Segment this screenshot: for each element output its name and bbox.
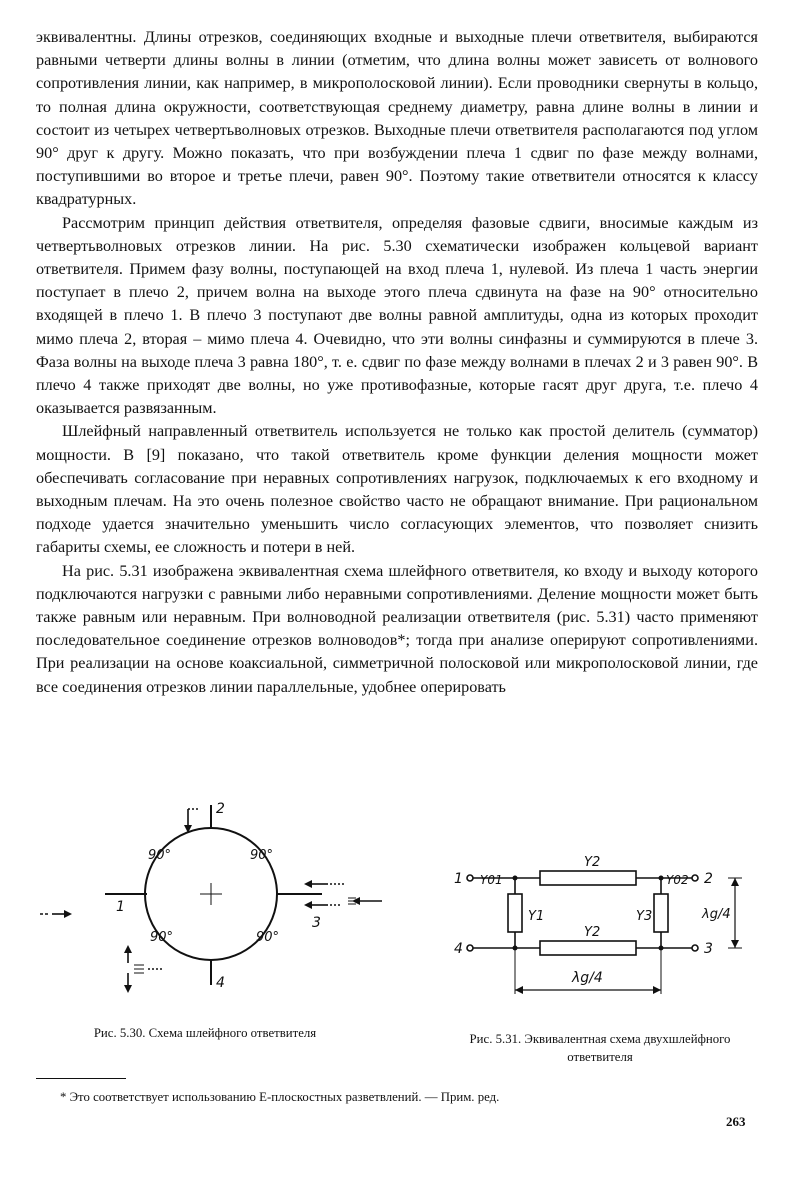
port-label-3: 3	[312, 915, 321, 931]
port-label-1: 1	[116, 899, 125, 915]
page-number: 263	[726, 1114, 746, 1129]
arc-label-bottom-left: 90°	[150, 930, 174, 945]
paragraph-2: Рассмотрим принцип действия ответвителя, определяя фазовые сдвиги, вносимые каждым из четвертьволновых отрезков линии. На рис. 5.30 схематически изображен кольцевой вариант ответвителя. Примем фазу волны, поступающей на вход плеча 1, нулевой. Из плеча 1 часть энергии поступает в плечо 2, причем волна на выходе этого плеча сдвинута на фазе на 90° относительно входящей в плечо 1. В плечо 3 поступают две волны равной амплитуды, одна из которых проходит мимо плеча 2, вторая – мимо плеча 4. Очевидно, что эти волны синфазны и суммируются в плече 3. Фаза волны на выходе плеча 3 равна 180°, т. е. сдвиг по фазе между волнами в плечах 2 и 3 равен 90°. В плечо 4 также приходят две волны, но уже противофазные, которые гасят друг друга, т.е. плечо 4 оказывается развязанным.	[36, 213, 758, 418]
terminal-2: 2	[704, 871, 713, 887]
arc-label-bottom-right: 90°	[256, 930, 280, 945]
node-label-y01: Y01	[480, 873, 503, 887]
caption-fig-5-30: Рис. 5.30. Схема шлейфного ответвителя	[93, 1026, 317, 1040]
paragraph-3: Шлейфный направленный ответвитель используется не только как простой делитель (сумматор) мощности. В [9] показано, что такой ответвитель кроме функции деления мощности может обеспечивать согласование при неравных сопротивлениях нагрузок, подключаемых к его входному и выходным плечам. На это очень полезное свойство часто не обращают внимание. При рациональном подходе удается значительно уменьшить число согласующих элементов, что позволяет снизить габариты схемы, ее сложность и потери в ней.	[36, 422, 758, 557]
paragraph-1: эквивалентны. Длины отрезков, соединяющих входные и выходные плечи ответвителя, выбираются равными четверти длины волны в линии (отметим, что длина волны может зависеть от волнового сопротивления линии, как например, в микрополосковой линии). Если проводники свернуты в кольцо, то полная длина окружности, соответствующая среднему диаметру, равна длине волны в линии и состоит из четырех четвертьволновых отрезков. Выходные плечи ответвителя располагаются под углом 90° друг к другу. Можно показать, что при возбуждении плеча 1 сдвиг по фазе между волнами, поступившими во второе и третье плечи, равен 90°. Поэтому такие ответвители относятся к классу квадратурных.	[36, 28, 758, 209]
label-y2-top: Y2	[584, 855, 601, 870]
label-y3: Y3	[636, 909, 653, 924]
body-text	[36, 26, 758, 699]
label-y2-bottom: Y2	[584, 925, 601, 940]
node-label-y02: Y02	[666, 873, 689, 887]
y2-bottom-element	[540, 941, 636, 955]
arc-label-top-left: 90°	[148, 848, 172, 863]
y2-top-element	[540, 871, 636, 885]
paragraph-4: На рис. 5.31 изображена эквивалентная схема шлейфного ответвителя, ко входу и выходу которого подключаются нагрузки с равными либо неравными сопротивлениями. Деление мощности может быть также равным или неравным. При волноводной реализации ответвителя (рис. 5.31) часто применяют последовательное соединение отрезков волноводов*; тогда при анализе оперируют сопротивлениями. При реализации на основе коаксиальной, симметричной полосковой или микрополосковой линии, где все соединения отрезков линии параллельные, удобнее оперировать	[36, 561, 758, 696]
caption-fig-5-31: Рис. 5.31. Эквивалентная схема двухшлейфного ответвителя	[469, 1032, 731, 1064]
footnote-divider	[36, 1078, 126, 1079]
terminal-3: 3	[704, 941, 713, 957]
y1-element	[508, 894, 522, 932]
figure-equivalent-circuit	[440, 850, 770, 1000]
terminal-1: 1	[454, 871, 463, 887]
terminal-4: 4	[454, 941, 463, 957]
footnote: * Это соответствует использованию Е-плоскостных разветвлений. — Прим. ред.	[60, 1090, 500, 1104]
label-y1: Y1	[528, 909, 545, 924]
y3-element	[654, 894, 668, 932]
dimension-vertical: λg/4	[702, 907, 731, 922]
arc-label-top-right: 90°	[250, 848, 274, 863]
figure-ring-coupler	[30, 795, 390, 1005]
port-label-2: 2	[216, 801, 225, 817]
port-label-4: 4	[216, 975, 225, 991]
dimension-horizontal: λg/4	[572, 970, 603, 986]
